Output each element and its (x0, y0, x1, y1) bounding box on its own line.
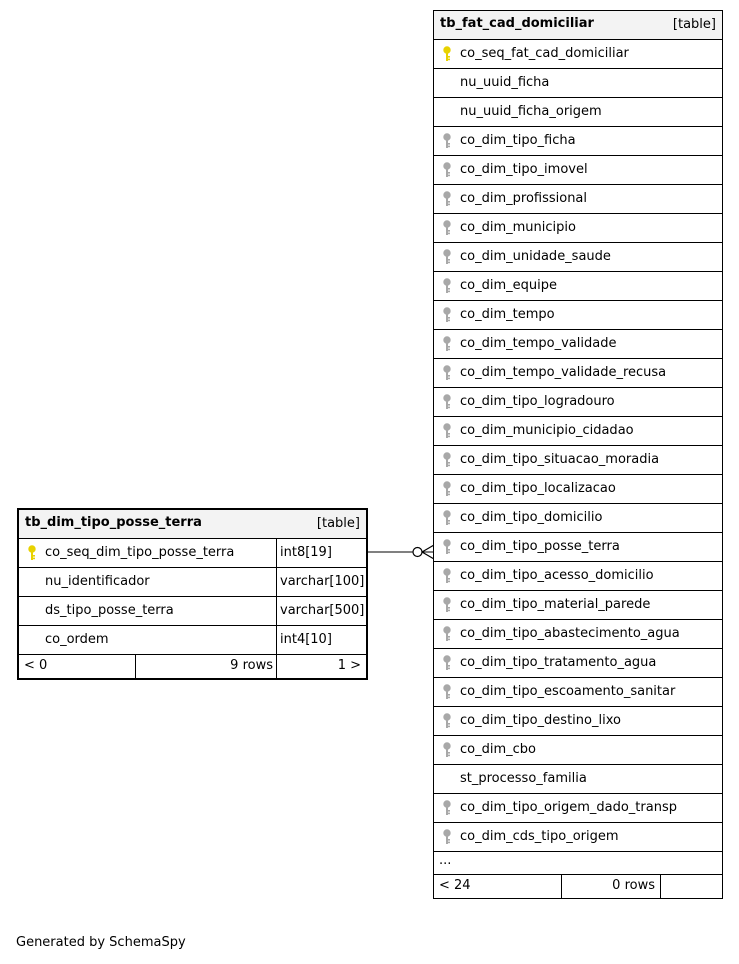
column-row[interactable] (434, 243, 722, 272)
table-tb-dim-tipo-posse-terra[interactable] (17, 508, 368, 680)
foreign-key-icon (442, 191, 452, 207)
column-row[interactable] (434, 707, 722, 736)
column-name: co_dim_tipo_logradouro (460, 394, 615, 409)
table-header (434, 11, 722, 40)
foreign-key-icon (442, 568, 452, 584)
column-name: co_dim_municipio_cidadao (460, 423, 634, 438)
column-row[interactable] (434, 301, 722, 330)
column-row[interactable] (434, 98, 722, 127)
column-row[interactable] (19, 597, 366, 626)
column-row[interactable] (434, 127, 722, 156)
column-row[interactable] (434, 562, 722, 591)
table-footer (19, 655, 366, 678)
table-name: tb_dim_tipo_posse_terra (25, 515, 202, 530)
foreign-key-icon (442, 249, 452, 265)
column-name: co_dim_unidade_saude (460, 249, 611, 264)
column-name: co_ordem (45, 632, 109, 647)
column-name: co_dim_tempo_validade_recusa (460, 365, 667, 380)
foreign-key-icon (442, 800, 452, 816)
foreign-key-icon (442, 365, 452, 381)
foreign-key-icon (442, 133, 452, 149)
children-count[interactable]: 1 > (337, 658, 361, 673)
column-name: co_dim_profissional (460, 191, 588, 206)
column-row[interactable] (434, 533, 722, 562)
foreign-key-icon (442, 539, 452, 555)
column-name: co_dim_tipo_ficha (460, 133, 576, 148)
column-name: co_dim_tipo_localizacao (460, 481, 616, 496)
foreign-key-icon (442, 452, 452, 468)
column-name: co_dim_tempo (460, 307, 555, 322)
column-type: varchar[100] (276, 568, 364, 596)
more-columns-ellipsis: ... (434, 852, 722, 875)
parents-count[interactable]: < 0 (24, 658, 48, 673)
column-row[interactable] (434, 69, 722, 98)
row-count: 9 rows (230, 658, 273, 673)
column-row[interactable] (434, 359, 722, 388)
column-row[interactable] (19, 568, 366, 597)
column-row[interactable] (19, 539, 366, 568)
column-row[interactable] (434, 620, 722, 649)
column-type: int8[19] (276, 539, 332, 567)
column-row[interactable] (434, 40, 722, 69)
table-header (19, 510, 366, 539)
column-name: co_dim_cds_tipo_origem (460, 829, 619, 844)
column-row[interactable] (434, 388, 722, 417)
foreign-key-icon (442, 655, 452, 671)
column-name: co_dim_tipo_tratamento_agua (460, 655, 657, 670)
table-kind: [table] (672, 17, 716, 32)
column-name: co_seq_fat_cad_domiciliar (460, 46, 629, 61)
foreign-key-icon (442, 278, 452, 294)
column-name: co_dim_tempo_validade (460, 336, 617, 351)
column-row[interactable] (434, 794, 722, 823)
column-name: co_dim_tipo_origem_dado_transp (460, 800, 677, 815)
column-row[interactable] (434, 823, 722, 852)
column-name: co_dim_tipo_posse_terra (460, 539, 620, 554)
foreign-key-icon (442, 626, 452, 642)
column-row[interactable] (434, 591, 722, 620)
column-name: co_dim_tipo_situacao_moradia (460, 452, 660, 467)
column-row[interactable] (19, 626, 366, 655)
foreign-key-icon (442, 481, 452, 497)
column-name: co_dim_municipio (460, 220, 576, 235)
column-row[interactable] (434, 156, 722, 185)
foreign-key-icon (442, 597, 452, 613)
column-name: co_dim_tipo_imovel (460, 162, 588, 177)
foreign-key-icon (442, 829, 452, 845)
column-row[interactable] (434, 272, 722, 301)
foreign-key-icon (442, 742, 452, 758)
foreign-key-icon (442, 423, 452, 439)
table-footer (434, 875, 722, 898)
foreign-key-icon (442, 713, 452, 729)
column-row[interactable] (434, 475, 722, 504)
foreign-key-icon (442, 684, 452, 700)
column-name: co_dim_cbo (460, 742, 536, 757)
column-name: co_dim_tipo_material_parede (460, 597, 651, 612)
primary-key-icon (442, 46, 452, 62)
table-name: tb_fat_cad_domiciliar (440, 16, 594, 31)
primary-key-icon (27, 545, 37, 561)
column-name: co_dim_tipo_escoamento_sanitar (460, 684, 676, 699)
column-name: st_processo_familia (460, 771, 587, 786)
table-tb-fat-cad-domiciliar[interactable] (433, 10, 723, 899)
foreign-key-icon (442, 336, 452, 352)
column-type: int4[10] (276, 626, 332, 654)
column-name: nu_uuid_ficha (460, 75, 550, 90)
column-name: nu_uuid_ficha_origem (460, 104, 602, 119)
column-row[interactable] (434, 330, 722, 359)
foreign-key-icon (442, 307, 452, 323)
table-kind: [table] (316, 516, 360, 531)
row-count: 0 rows (612, 878, 655, 893)
column-name: co_seq_dim_tipo_posse_terra (45, 545, 235, 560)
parents-count[interactable]: < 24 (439, 878, 471, 893)
column-row[interactable] (434, 765, 722, 794)
foreign-key-icon (442, 394, 452, 410)
column-row[interactable] (434, 214, 722, 243)
column-row[interactable] (434, 504, 722, 533)
column-row[interactable] (434, 736, 722, 765)
column-name: co_dim_tipo_destino_lixo (460, 713, 621, 728)
column-type: varchar[500] (276, 597, 364, 625)
column-row[interactable] (434, 649, 722, 678)
column-name: nu_identificador (45, 574, 150, 589)
generated-by-credit: Generated by SchemaSpy (16, 935, 186, 950)
foreign-key-icon (442, 510, 452, 526)
column-row[interactable] (434, 185, 722, 214)
foreign-key-icon (442, 220, 452, 236)
column-name: co_dim_tipo_abastecimento_agua (460, 626, 680, 641)
column-name: co_dim_tipo_domicilio (460, 510, 603, 525)
column-row[interactable] (434, 417, 722, 446)
column-row[interactable] (434, 678, 722, 707)
column-name: ds_tipo_posse_terra (45, 603, 174, 618)
column-name: co_dim_equipe (460, 278, 557, 293)
column-row[interactable] (434, 446, 722, 475)
column-name: co_dim_tipo_acesso_domicilio (460, 568, 654, 583)
foreign-key-icon (442, 162, 452, 178)
